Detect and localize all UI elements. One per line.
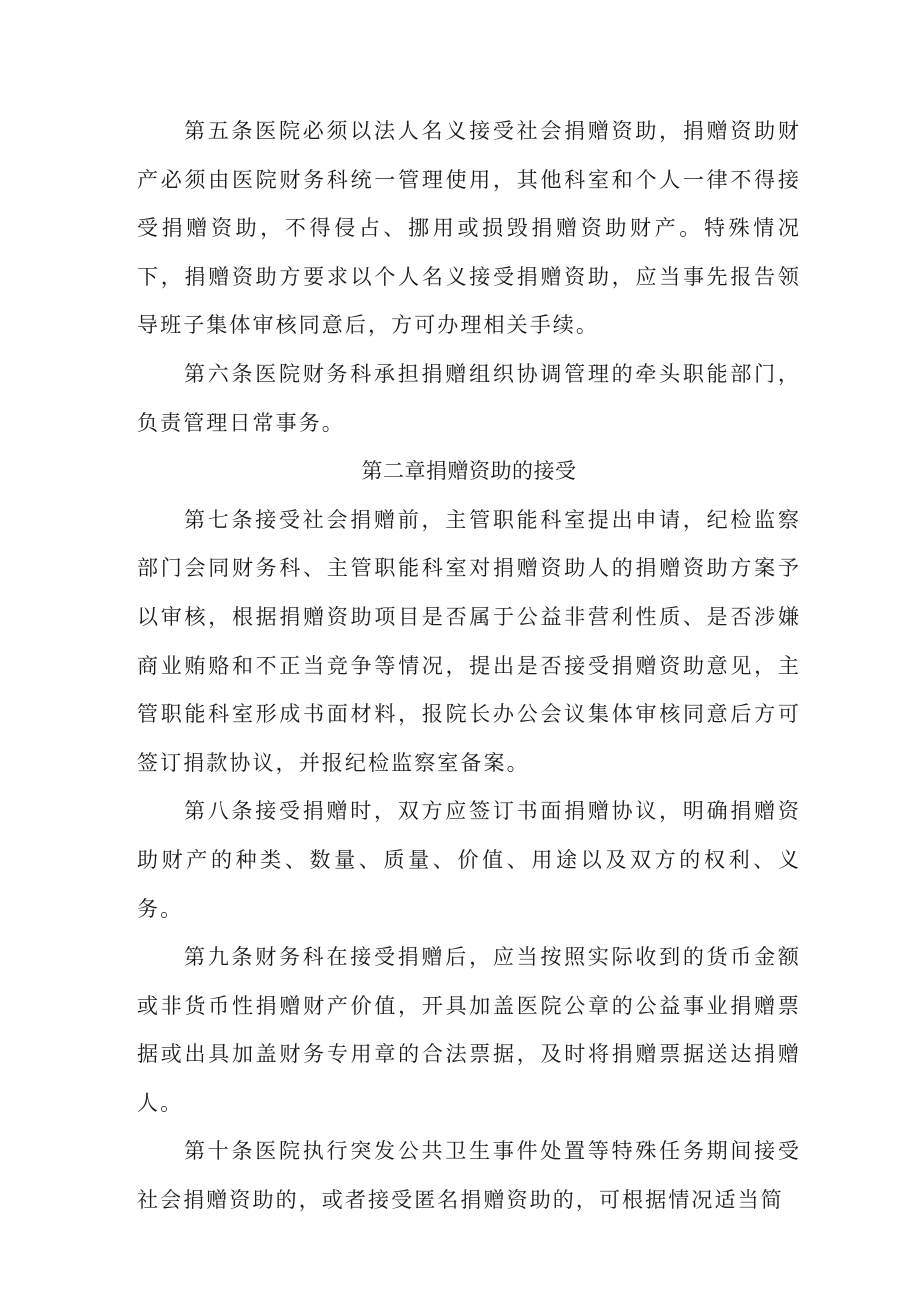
article-9-paragraph: 第九条财务科在接受捐赠后，应当按照实际收到的货币金额或非货币性捐赠财产价值，开具加盖医院公章的公益事业捐赠票据或出具加盖财务专用章的合法票据，及时将捐赠票据送达捐赠人。	[137, 945, 801, 1115]
document-page	[137, 107, 801, 1225]
article-7-paragraph: 第七条接受社会捐赠前，主管职能科室提出申请，纪检监察部门会同财务科、主管职能科室对捐赠资助人的捐赠资助方案予以审核，根据捐赠资助项目是否属于公益非营利性质、是否涉嫌商业贿赂和不正当竞争等情况，提出是否接受捐赠资助意见，主管职能科室形成书面材料，报院长办公会议集体审核同意后方可签订捐款协议，并报纪检监察室备案。	[137, 507, 801, 775]
article-8-paragraph: 第八条接受捐赠时，双方应签订书面捐赠协议，明确捐赠资助财产的种类、数量、质量、价值、用途以及双方的权利、义务。	[137, 799, 801, 921]
article-10-paragraph: 第十条医院执行突发公共卫生事件处置等特殊任务期间接受社会捐赠资助的，或者接受匿名捐赠资助的，可根据情况适当简	[137, 1139, 801, 1213]
article-5-paragraph: 第五条医院必须以法人名义接受社会捐赠资助，捐赠资助财产必须由医院财务科统一管理使用，其他科室和个人一律不得接受捐赠资助，不得侵占、挪用或损毁捐赠资助财产。特殊情况下，捐赠资助方要求以个人名义接受捐赠资助，应当事先报告领导班子集体审核同意后，方可办理相关手续。	[137, 119, 801, 338]
chapter-heading: 第二章捐赠资助的接受	[361, 459, 577, 484]
article-6-paragraph: 第六条医院财务科承担捐赠组织协调管理的牵头职能部门，负责管理日常事务。	[137, 361, 801, 435]
